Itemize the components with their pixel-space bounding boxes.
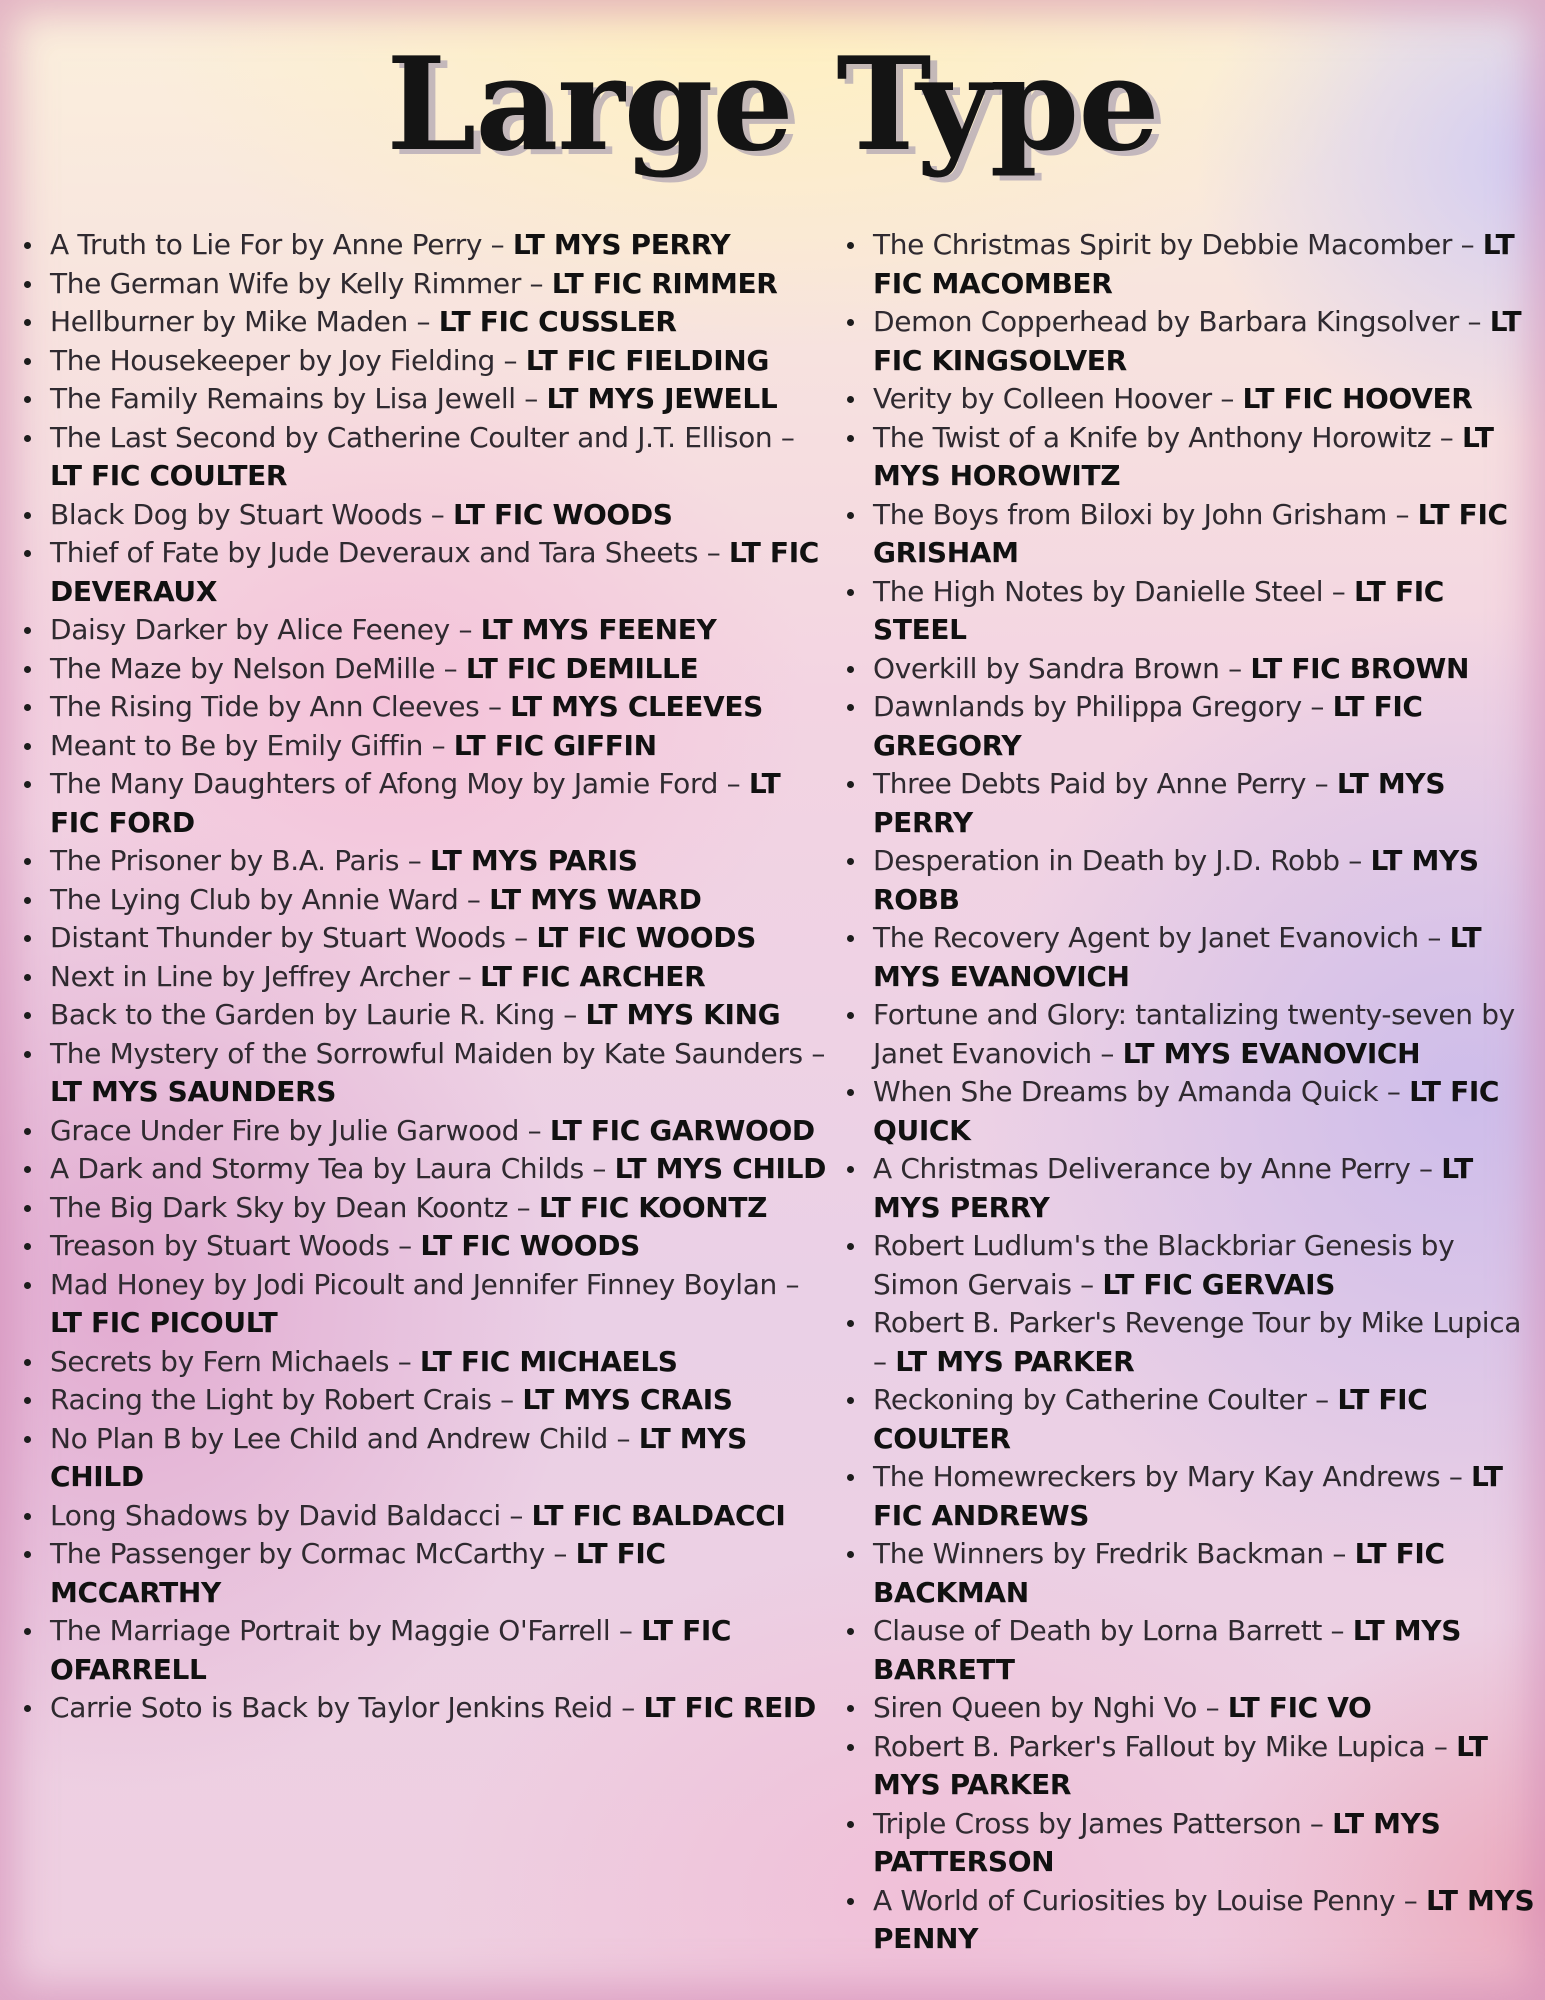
separator-dash: – — [1321, 1614, 1353, 1647]
separator-dash: – — [435, 651, 466, 685]
call-number: LT FIC VO — [1227, 1691, 1372, 1724]
separator-dash: – — [1301, 690, 1333, 723]
book-title-author: The Mystery of the Sorrowful Maiden by Kate Saunders — [50, 1036, 803, 1070]
call-number: LT MYS PARKER — [895, 1344, 1135, 1378]
book-title-author: Robert B. Parker's Revenge Tour by Mike Lupica — [873, 1306, 1522, 1339]
book-list-item — [22, 1497, 832, 1536]
book-list-item — [22, 1689, 832, 1728]
call-number: LT FIC ARCHER — [480, 959, 706, 993]
separator-dash: – — [479, 690, 511, 723]
call-number: LT FIC DEVERAUX — [50, 536, 819, 608]
call-number: LT FIC COULTER — [873, 1383, 1428, 1455]
separator-dash: – — [1418, 921, 1450, 954]
book-title-author: When She Dreams by Amanda Quick — [873, 1075, 1379, 1108]
book-title-author: The Family Remains by Lisa Jewell — [50, 382, 516, 415]
separator-dash: – — [776, 1267, 800, 1301]
call-number: LT FIC KINGSOLVER — [873, 305, 1522, 377]
separator-dash: – — [407, 305, 439, 338]
book-title-author: A Dark and Stormy Tea by Laura Childs — [50, 1152, 584, 1185]
call-number: LT MYS PENNY — [873, 1883, 1535, 1955]
call-number: LT FIC WOODS — [536, 921, 756, 954]
book-title-author: Three Debts Paid by Anne Perry — [873, 767, 1307, 800]
separator-dash: – — [458, 882, 490, 916]
separator-dash: – — [389, 1229, 421, 1262]
book-title-author: A Truth to Lie For by Anne Perry — [50, 228, 483, 261]
separator-dash: – — [1306, 767, 1337, 800]
separator-dash: – — [1395, 1883, 1427, 1917]
book-list-item — [22, 265, 832, 304]
book-title-author: Verity by Colleen Hoover — [873, 382, 1212, 415]
book-list-item — [845, 419, 1537, 496]
book-list-item — [22, 958, 832, 997]
book-title-author: Triple Cross by James Patterson — [873, 1806, 1302, 1840]
separator-dash: – — [1339, 844, 1371, 877]
call-number: LT MYS SAUNDERS — [50, 1075, 337, 1108]
call-number: LT MYS PERRY — [512, 228, 731, 261]
book-title-author: Meant to Be by Emily Giffin — [50, 728, 424, 762]
separator-dash: – — [515, 382, 547, 415]
separator-dash: – — [698, 536, 729, 569]
book-list-item — [22, 1189, 832, 1228]
book-title-author: Secrets by Fern Michaels — [50, 1344, 390, 1378]
book-list-item — [845, 996, 1537, 1073]
call-number: LT FIC GARWOOD — [549, 1113, 815, 1147]
book-list-item — [845, 496, 1537, 573]
call-number: LT MYS PATTERSON — [873, 1806, 1441, 1878]
book-list-item — [22, 919, 832, 958]
separator-dash: – — [494, 343, 526, 377]
call-number: LT MYS EVANOVICH — [1122, 1036, 1421, 1070]
separator-dash: – — [544, 1537, 576, 1570]
book-list-item — [845, 1689, 1537, 1728]
book-list-item — [845, 303, 1537, 380]
separator-dash: – — [612, 1691, 644, 1724]
separator-dash: – — [389, 1344, 420, 1378]
book-list-item — [22, 1612, 832, 1689]
book-title-author: The Last Second by Catherine Coulter and J.T. Ellison — [50, 420, 773, 454]
separator-dash: – — [1306, 1383, 1338, 1416]
book-list-item — [22, 496, 832, 535]
call-number: LT FIC HOOVER — [1242, 382, 1473, 415]
call-number: LT FIC MCCARTHY — [50, 1537, 666, 1609]
call-number: LT MYS WARD — [489, 882, 702, 916]
call-number: LT FIC PICOULT — [50, 1306, 278, 1339]
book-list-item — [22, 842, 832, 881]
book-list-item — [845, 842, 1537, 919]
call-number: LT MYS KING — [585, 998, 781, 1031]
book-list-item — [845, 919, 1537, 996]
book-title-author: Treason by Stuart Woods — [50, 1229, 390, 1262]
book-list-item — [845, 1805, 1537, 1882]
call-number: LT FIC GRISHAM — [873, 497, 1508, 569]
separator-dash: – — [508, 1190, 539, 1224]
book-title-author: The Christmas Spirit by Debbie Macomber — [873, 228, 1453, 261]
book-list-item — [845, 650, 1537, 689]
book-title-author: The Homewreckers by Mary Kay Andrews — [873, 1460, 1441, 1493]
separator-dash: – — [1458, 305, 1490, 338]
book-title-author: The Lying Club by Annie Ward — [50, 882, 459, 916]
book-list-item — [22, 303, 832, 342]
separator-dash: – — [1071, 1267, 1103, 1301]
book-title-author: Grace Under Fire by Julie Garwood — [50, 1113, 520, 1147]
book-title-author: Racing the Light by Robert Crais — [50, 1383, 492, 1416]
book-list-item — [22, 380, 832, 419]
call-number: LT FIC KOONTZ — [538, 1190, 768, 1224]
separator-dash: – — [1323, 574, 1354, 608]
book-list-item — [845, 1227, 1537, 1304]
separator-dash: – — [519, 1113, 550, 1147]
book-list-item — [22, 226, 832, 265]
separator-dash: – — [1197, 1691, 1228, 1724]
call-number: LT MYS PERRY — [873, 1152, 1473, 1224]
separator-dash: – — [1386, 497, 1418, 531]
call-number: LT MYS PARKER — [873, 1729, 1488, 1801]
call-number: LT FIC MACOMBER — [873, 228, 1515, 300]
book-title-author: The Marriage Portrait by Maggie O'Farrell — [50, 1614, 611, 1647]
book-title-author: Demon Copperhead by Barbara Kingsolver — [873, 305, 1459, 338]
call-number: LT FIC BACKMAN — [873, 1537, 1445, 1609]
call-number: LT FIC GREGORY — [873, 690, 1423, 762]
book-list-item — [22, 611, 832, 650]
call-number: LT MYS HOROWITZ — [873, 420, 1494, 492]
book-title-author: Overkill by Sandra Brown — [873, 651, 1220, 685]
call-number: LT MYS JEWELL — [546, 382, 778, 415]
book-list-item — [845, 573, 1537, 650]
separator-dash: – — [583, 1152, 615, 1185]
separator-dash: – — [1219, 651, 1251, 685]
book-list-item — [22, 1535, 832, 1612]
book-list-item — [22, 1420, 832, 1497]
call-number: LT MYS BARRETT — [873, 1614, 1462, 1686]
left-book-list — [22, 226, 832, 1728]
book-title-author: A World of Curiosities by Louise Penny — [873, 1883, 1396, 1917]
separator-dash: – — [482, 228, 513, 261]
separator-dash: – — [423, 728, 454, 762]
call-number: LT MYS CLEEVES — [510, 690, 763, 723]
book-list-item — [22, 342, 832, 381]
separator-dash: – — [1091, 1036, 1123, 1070]
book-list-item — [845, 1612, 1537, 1689]
call-number: LT FIC QUICK — [873, 1075, 1500, 1147]
call-number: LT FIC STEEL — [873, 574, 1445, 646]
book-title-author: Robert B. Parker's Fallout by Mike Lupica — [873, 1729, 1426, 1763]
call-number: LT FIC BALDACCI — [531, 1498, 786, 1532]
separator-dash: – — [1378, 1075, 1410, 1108]
call-number: LT FIC CUSSLER — [438, 305, 677, 338]
separator-dash: – — [607, 1421, 639, 1455]
book-title-author: The Winners by Fredrik Backman — [873, 1537, 1324, 1570]
separator-dash: – — [1440, 1460, 1472, 1493]
separator-dash: – — [399, 844, 430, 877]
book-title-author: The Big Dark Sky by Dean Koontz — [50, 1190, 509, 1224]
separator-dash: – — [491, 1383, 523, 1416]
book-title-author: Robert Ludlum's the Blackbriar Genesis by Simon Gervais — [873, 1229, 1455, 1301]
call-number: LT MYS CHILD — [614, 1152, 827, 1185]
book-title-author: The Recovery Agent by Janet Evanovich — [873, 921, 1419, 954]
separator-dash: – — [449, 613, 481, 646]
call-number: LT MYS PERRY — [873, 767, 1446, 839]
book-title-author: The High Notes by Danielle Steel — [873, 574, 1324, 608]
separator-dash: – — [802, 1036, 826, 1070]
book-title-author: The Maze by Nelson DeMille — [50, 651, 436, 685]
book-title-author: The Boys from Biloxi by John Grisham — [873, 497, 1387, 531]
separator-dash: – — [1301, 1806, 1333, 1840]
book-list-item — [845, 1304, 1537, 1381]
book-list-item — [22, 727, 832, 766]
book-title-author: The Passenger by Cormac McCarthy — [50, 1537, 545, 1570]
separator-dash: – — [1323, 1537, 1355, 1570]
separator-dash: – — [554, 998, 586, 1031]
call-number: LT MYS CRAIS — [522, 1383, 733, 1416]
book-list-item — [845, 688, 1537, 765]
book-title-author: The Housekeeper by Joy Fielding — [50, 343, 495, 377]
book-title-author: Black Dog by Stuart Woods — [50, 497, 423, 531]
page-title: Large Type — [386, 30, 1159, 180]
call-number: LT FIC OFARRELL — [50, 1614, 732, 1686]
book-title-author: Next in Line by Jeffrey Archer — [50, 959, 450, 993]
separator-dash: – — [422, 497, 453, 531]
book-list-item — [22, 1381, 832, 1420]
separator-dash: – — [505, 921, 537, 954]
book-list-item — [22, 881, 832, 920]
book-list-item — [22, 1035, 832, 1112]
separator-dash: – — [449, 959, 481, 993]
book-title-author: A Christmas Deliverance by Anne Perry — [873, 1152, 1411, 1185]
separator-dash: – — [500, 1498, 532, 1532]
separator-dash: – — [520, 266, 552, 300]
book-title-author: The Many Daughters of Afong Moy by Jamie Ford — [50, 767, 719, 800]
book-list-item — [22, 1266, 832, 1343]
call-number: LT FIC GERVAIS — [1102, 1267, 1336, 1301]
separator-dash: – — [718, 767, 749, 800]
book-title-author: The German Wife by Kelly Rimmer — [50, 266, 521, 300]
call-number: LT FIC BROWN — [1250, 651, 1470, 685]
separator-dash: – — [873, 1344, 896, 1378]
book-list-item — [22, 419, 832, 496]
call-number: LT MYS EVANOVICH — [873, 921, 1482, 993]
book-list-item — [845, 1073, 1537, 1150]
call-number: LT MYS ROBB — [873, 844, 1479, 916]
book-list-item — [22, 1227, 832, 1266]
separator-dash: – — [1431, 420, 1462, 454]
right-book-list — [845, 226, 1537, 1959]
book-title-author: Thief of Fate by Jude Deveraux and Tara Sheets — [50, 536, 699, 569]
separator-dash: – — [1211, 382, 1243, 415]
call-number: LT FIC MICHAELS — [419, 1344, 678, 1378]
book-list-item — [845, 1458, 1537, 1535]
book-title-author: Mad Honey by Jodi Picoult and Jennifer Finney Boylan — [50, 1267, 777, 1301]
book-list-item — [845, 765, 1537, 842]
book-list-item — [22, 996, 832, 1035]
book-title-author: Fortune and Glory: tantalizing twenty-seven by Janet Evanovich — [873, 998, 1515, 1070]
book-title-author: Siren Queen by Nghi Vo — [873, 1691, 1198, 1724]
book-list-item — [22, 534, 832, 611]
call-number: LT FIC DEMILLE — [465, 651, 699, 685]
call-number: LT FIC WOODS — [453, 497, 673, 531]
book-list-item — [22, 650, 832, 689]
book-title-author: Daisy Darker by Alice Feeney — [50, 613, 450, 646]
separator-dash: – — [1452, 228, 1483, 261]
separator-dash: – — [1410, 1152, 1442, 1185]
call-number: LT FIC RIMMER — [551, 266, 778, 300]
call-number: LT FIC FIELDING — [525, 343, 769, 377]
book-title-author: The Prisoner by B.A. Paris — [50, 844, 400, 877]
book-title-author: No Plan B by Lee Child and Andrew Child — [50, 1421, 608, 1455]
book-title-author: Back to the Garden by Laurie R. King — [50, 998, 555, 1031]
book-title-author: Dawnlands by Philippa Gregory — [873, 690, 1302, 723]
separator-dash: – — [1425, 1729, 1457, 1763]
book-list-item — [22, 1112, 832, 1151]
book-list-item — [22, 765, 832, 842]
call-number: LT MYS PARIS — [429, 844, 638, 877]
book-list-item — [22, 688, 832, 727]
book-title-author: Hellburner by Mike Maden — [50, 305, 408, 338]
book-list-item — [22, 1150, 832, 1189]
call-number: LT FIC COULTER — [50, 459, 288, 492]
call-number: LT FIC WOODS — [420, 1229, 640, 1262]
book-title-author: Carrie Soto is Back by Taylor Jenkins Reid — [50, 1691, 613, 1724]
book-title-author: The Rising Tide by Ann Cleeves — [50, 690, 480, 723]
call-number: LT FIC REID — [643, 1691, 816, 1724]
book-list-item — [845, 1535, 1537, 1612]
call-number: LT MYS FEENEY — [480, 613, 717, 646]
book-list-item — [845, 1381, 1537, 1458]
separator-dash: – — [610, 1614, 642, 1647]
book-list-item — [22, 1343, 832, 1382]
call-number: LT FIC GIFFIN — [453, 728, 657, 762]
book-title-author: The Twist of a Knife by Anthony Horowitz — [873, 420, 1432, 454]
book-title-author: Distant Thunder by Stuart Woods — [50, 921, 506, 954]
book-list-item — [845, 226, 1537, 303]
book-title-author: Reckoning by Catherine Coulter — [873, 1383, 1307, 1416]
book-title-author: Long Shadows by David Baldacci — [50, 1498, 501, 1532]
call-number: LT MYS CHILD — [50, 1421, 747, 1493]
book-list-item — [845, 1150, 1537, 1227]
book-list-item — [845, 1728, 1537, 1805]
book-title-author: Clause of Death by Lorna Barrett — [873, 1614, 1322, 1647]
book-list-item — [845, 380, 1537, 419]
call-number: LT FIC ANDREWS — [873, 1460, 1503, 1532]
book-title-author: Desperation in Death by J.D. Robb — [873, 844, 1340, 877]
book-list-item — [845, 1882, 1537, 1959]
call-number: LT FIC FORD — [50, 767, 781, 839]
separator-dash: – — [772, 420, 795, 454]
